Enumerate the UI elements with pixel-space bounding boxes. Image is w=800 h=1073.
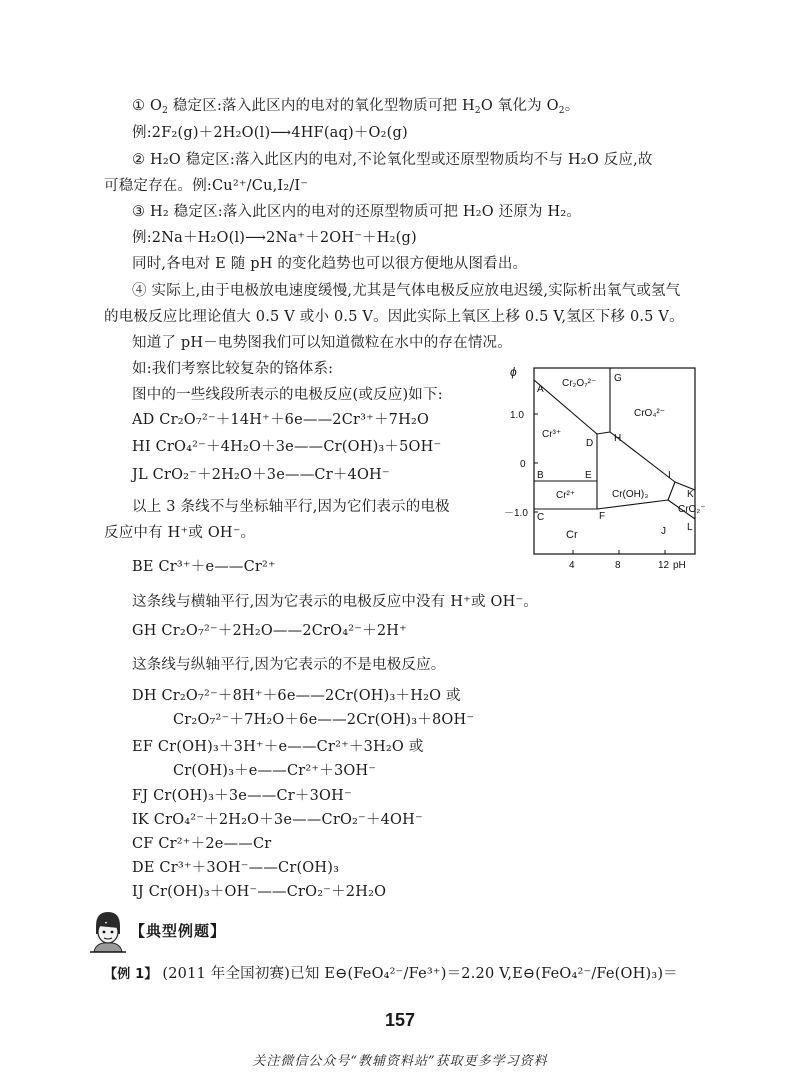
point-label: E <box>585 470 592 481</box>
reaction-ad: AD Cr₂O₇²⁻＋14H⁺＋6e——2Cr³⁺＋7H₂O <box>132 412 430 428</box>
point-label: I <box>668 470 671 481</box>
reaction-ef-1: EF Cr(OH)₃＋3H⁺＋e——Cr²⁺＋3H₂O 或 <box>132 739 424 755</box>
point-label: F <box>599 511 606 522</box>
section-header <box>88 908 348 958</box>
point-label: L <box>687 522 693 533</box>
line-ij <box>668 482 675 500</box>
region-label: CrO₂⁻ <box>678 504 706 515</box>
para-overpotential-line2: 的电极反应比理论值大 0.5 V 或小 0.5 V。因此实际上氧区上移 0.5 V,氢区下移 0.5 V。 <box>104 309 684 325</box>
region-label: Cr³⁺ <box>542 429 562 440</box>
point-label: J <box>661 526 666 537</box>
reaction-cf: CF Cr²⁺＋2e——Cr <box>132 836 272 852</box>
chromium-ph-potential-diagram <box>504 362 713 582</box>
reaction-fj: FJ Cr(OH)₃＋3e——Cr＋3OH⁻ <box>132 788 352 804</box>
y-tick-label: 1.0 <box>510 410 524 421</box>
point-label: K <box>687 489 694 500</box>
point-label: A <box>537 384 544 395</box>
line-dh <box>597 432 610 434</box>
para-horizontal: 这条线与横轴平行,因为它表示的电极反应中没有 H⁺或 OH⁻。 <box>132 594 539 610</box>
reaction-ij: IJ Cr(OH)₃＋OH⁻——CrO₂⁻＋2H₂O <box>132 884 387 900</box>
example-text: (2011 年全国初赛)已知 E⊖(FeO₄²⁻/Fe³⁺)＝2.20 V,E⊖(FeO₄²⁻/Fe(OH)₃)＝ <box>162 966 678 982</box>
para-ph-potential: 知道了 pH－电势图我们可以知道微粒在水中的存在情况。 <box>132 335 512 351</box>
plot-frame <box>534 368 695 554</box>
para-h2o-region-line1: ② H₂O 稳定区:落入此区内的电对,不论氧化型或还原型物质均不与 H₂O 反应,故 <box>132 152 653 168</box>
example-h2: 例:2Na＋H₂O(l)⟶2Na⁺＋2OH⁻＋H₂(g) <box>132 230 417 246</box>
reaction-hi: HI CrO₄²⁻＋4H₂O＋3e——Cr(OH)₃＋5OH⁻ <box>132 439 442 455</box>
para-o2-region: ① $O_2$ 稳定区:落入此区内的电对的氧化型物质可把 $H_2O$ 氧化为 $O_2$。 <box>132 98 580 116</box>
point-label: D <box>586 438 594 449</box>
region-label: Cr <box>566 529 578 541</box>
x-tick-label: 12 <box>658 560 670 571</box>
footer-note: 关注微信公众号“教辅资料站”获取更多学习资料 <box>252 1054 548 1069</box>
para-h2-region: ③ H₂ 稳定区:落入此区内的电对的还原型物质可把 H₂O 还原为 H₂。 <box>132 204 582 220</box>
point-label: H <box>614 433 622 444</box>
para-nonparallel-line2: 反应中有 H⁺或 OH⁻。 <box>104 525 256 541</box>
x-axis-label: pH <box>673 560 686 571</box>
para-trend: 同时,各电对 E 随 pH 的变化趋势也可以很方便地从图看出。 <box>132 256 528 272</box>
reaction-be: BE Cr³⁺＋e——Cr²⁺ <box>132 559 276 575</box>
x-tick-label: 4 <box>569 560 575 571</box>
para-vertical: 这条线与纵轴平行,因为它表示的不是电极反应。 <box>132 657 446 673</box>
region-label: Cr₂O₇²⁻ <box>562 378 597 389</box>
y-tick-label: －1.0 <box>504 508 528 519</box>
example-label: 【例 1】 <box>104 967 158 982</box>
reaction-dh-1: DH Cr₂O₇²⁻＋8H⁺＋6e——2Cr(OH)₃＋H₂O 或 <box>132 688 461 704</box>
example-o2: 例:2F₂(g)＋2H₂O(l)⟶4HF(aq)＋O₂(g) <box>132 125 408 141</box>
section-title: 【典型例题】 <box>130 922 227 940</box>
reaction-de: DE Cr³⁺＋3OH⁻——Cr(OH)₃ <box>132 860 340 876</box>
region-label: CrO₄²⁻ <box>634 408 666 419</box>
reaction-jl: JL CrO₂⁻＋2H₂O＋3e——Cr＋4OH⁻ <box>132 467 390 483</box>
reaction-gh: GH Cr₂O₇²⁻＋2H₂O——2CrO₄²⁻＋2H⁺ <box>132 623 407 639</box>
para-chromium-intro: 如:我们考察比较复杂的铬体系: <box>132 361 334 377</box>
y-axis-label: ϕ <box>510 365 517 379</box>
reaction-ik: IK CrO₄²⁻＋2H₂O＋3e——CrO₂⁻＋4OH⁻ <box>132 812 423 828</box>
point-label: C <box>537 512 545 523</box>
reaction-ef-2: Cr(OH)₃＋e——Cr²⁺＋3OH⁻ <box>173 763 377 779</box>
para-nonparallel-line1: 以上 3 条线不与坐标轴平行,因为它们表示的电极 <box>132 499 450 515</box>
x-tick-label: 8 <box>615 560 621 571</box>
example-1 <box>104 964 678 985</box>
region-label: Cr²⁺ <box>556 490 576 501</box>
point-label: B <box>537 470 544 481</box>
student-mascot-icon <box>88 908 128 954</box>
y-tick-label: 0 <box>520 459 526 470</box>
para-overpotential-line1: ④ 实际上,由于电极放电速度缓慢,尤其是气体电极反应放电迟缓,实际析出氧气或氢气 <box>132 283 681 299</box>
line-fj <box>597 500 668 509</box>
region-label: Cr(OH)₃ <box>612 489 649 500</box>
reaction-dh-2: Cr₂O₇²⁻＋7H₂O＋6e——2Cr(OH)₃＋8OH⁻ <box>173 712 475 728</box>
para-h2o-region-line2: 可稳定存在。例:Cu²⁺/Cu,I₂/I⁻ <box>104 178 309 194</box>
point-label: G <box>614 373 622 384</box>
para-lines-intro: 图中的一些线段所表示的电极反应(或反应)如下: <box>132 387 443 403</box>
page-number: 157 <box>384 1010 416 1030</box>
